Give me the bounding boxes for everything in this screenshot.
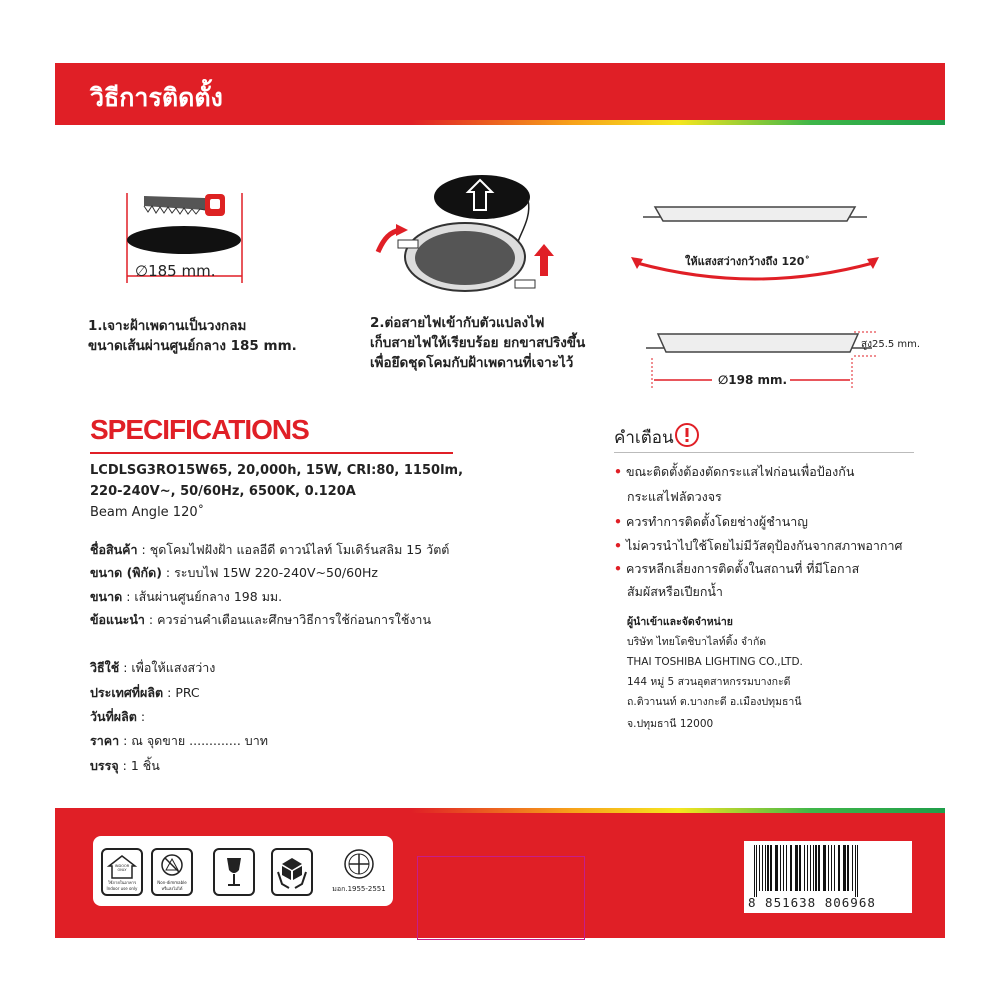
- barcode-bars-icon: [744, 845, 912, 900]
- install-illustration: [370, 172, 560, 302]
- step2-line1: 2.ต่อสายไฟเข้ากับตัวแปลงไฟ: [370, 315, 545, 331]
- tis-certification-icon: มอก.1955-2551: [331, 848, 387, 898]
- importer-line-2: THAI TOSHIBA LIGHTING CO.,LTD.: [627, 656, 803, 668]
- info-row-price: ราคา : ณ จุดขาย ............. บาท: [90, 733, 268, 748]
- ceiling-hole-icon: [127, 226, 241, 254]
- spec-line-3: Beam Angle 120˚: [90, 505, 205, 520]
- beam-angle-label: ให้แสงสว่างกว้างถึง 120˚: [685, 255, 810, 268]
- info-row-advice: ข้อแนะนำ : ควรอ่านคำเตือนและศึกษาวิธีการใช้ก่อนการใช้งาน: [90, 612, 431, 627]
- width-label: ∅198 mm.: [718, 373, 788, 387]
- info-row-usage: วิธีใช้ : เพื่อให้แสงสว่าง: [90, 660, 216, 675]
- spec-line-2: 220-240V~, 50/60Hz, 6500K, 0.120A: [90, 484, 356, 499]
- warning-divider: [614, 452, 914, 453]
- step1-line1: 1.เจาะฝ้าเพดานเป็นวงกลม: [88, 318, 247, 334]
- lift-arrow-right-icon: [540, 254, 548, 276]
- handle-with-care-icon: [271, 848, 313, 896]
- importer-line-1: บริษัท ไทยโตชิบาไลท์ติ้ง จำกัด: [627, 636, 767, 648]
- barcode: [744, 841, 912, 913]
- importer-line-5: จ.ปทุมธานี 12000: [627, 718, 714, 730]
- warning-item-4: • ควรหลีกเลี่ยงการติดตั้งในสถานที่ ที่มีโอกาส: [614, 561, 860, 576]
- specifications-underline: [90, 452, 453, 454]
- importer-line-4: ถ.ติวานนท์ ต.บางกะดี อ.เมืองปทุมธานี: [627, 696, 802, 708]
- importer-heading: ผู้นำเข้าและจัดจำหน่าย: [627, 616, 733, 628]
- step2-line3: เพื่อยึดชุดโคมกับฝ้าเพดานที่เจาะไว้: [370, 355, 574, 371]
- warning-item-4-cont: สัมผัสหรือเปียกน้ำ: [627, 584, 723, 599]
- fragile-glass-icon: [213, 848, 255, 896]
- certification-icons-panel: [93, 836, 393, 906]
- step2-line2: เก็บสายไฟให้เรียบร้อย ยกขาสปริงขึ้น: [370, 335, 586, 351]
- barcode-number: 8 851638 806968: [748, 895, 876, 910]
- step1-line2: ขนาดเส้นผ่านศูนย์กลาง 185 mm.: [88, 338, 297, 354]
- non-dimmable-icon: Non-dimmable หรี่แสงไม่ได้: [151, 848, 193, 896]
- info-row-product: ชื่อสินค้า : ชุดโคมไฟฝังฝ้า แอลอีดี ดาวน์ไลท์ โมเดิร์นสลิม 15 วัตต์: [90, 542, 450, 557]
- info-row-country: ประเทศที่ผลิต : PRC: [90, 685, 200, 700]
- warning-item-3: • ไม่ควรนำไปใช้โดยไม่มีวัสดุป้องกันจากสภาพอากาศ: [614, 538, 903, 553]
- warning-item-2: • ควรทำการติดตั้งโดยช่างผู้ชำนาญ: [614, 514, 808, 529]
- page-title: วิธีการติดตั้ง: [90, 83, 223, 112]
- info-row-size: ขนาด : เส้นผ่านศูนย์กลาง 198 มม.: [90, 589, 283, 604]
- cutout-diameter-label: ∅185 mm.: [135, 262, 216, 280]
- indoor-use-icon: INDOOR ONLY ใช้ภายในอาคาร Indoor use only: [101, 848, 143, 896]
- importer-line-3: 144 หมู่ 5 สวนอุตสาหกรรมบางกะดี: [627, 676, 791, 688]
- warning-item-1: • ขณะติดตั้งต้องตัดกระแสไฟก่อนเพื่อป้องกัน: [614, 464, 855, 479]
- rainbow-divider-top: [55, 120, 945, 125]
- exclamation-icon: [674, 422, 700, 448]
- height-label: สูง25.5 mm.: [861, 339, 921, 350]
- saw-icon: [144, 194, 225, 216]
- spec-line-1: LCDLSG3RO15W65, 20,000h, 15W, CRI:80, 1150lm,: [90, 463, 464, 478]
- beam-angle-diagram: [625, 195, 885, 285]
- info-row-date: วันที่ผลิต :: [90, 709, 146, 724]
- info-row-rating: ขนาด (พิกัด) : ระบบไฟ 15W 220-240V~50/60Hz: [90, 565, 378, 580]
- blank-print-area: [417, 856, 585, 940]
- warning-item-1-cont: กระแสไฟลัดวงจร: [627, 489, 722, 504]
- info-row-pack: บรรจุ : 1 ชิ้น: [90, 758, 160, 773]
- specifications-title: SPECIFICATIONS: [90, 414, 309, 445]
- warning-title: คำเตือน: [614, 428, 674, 448]
